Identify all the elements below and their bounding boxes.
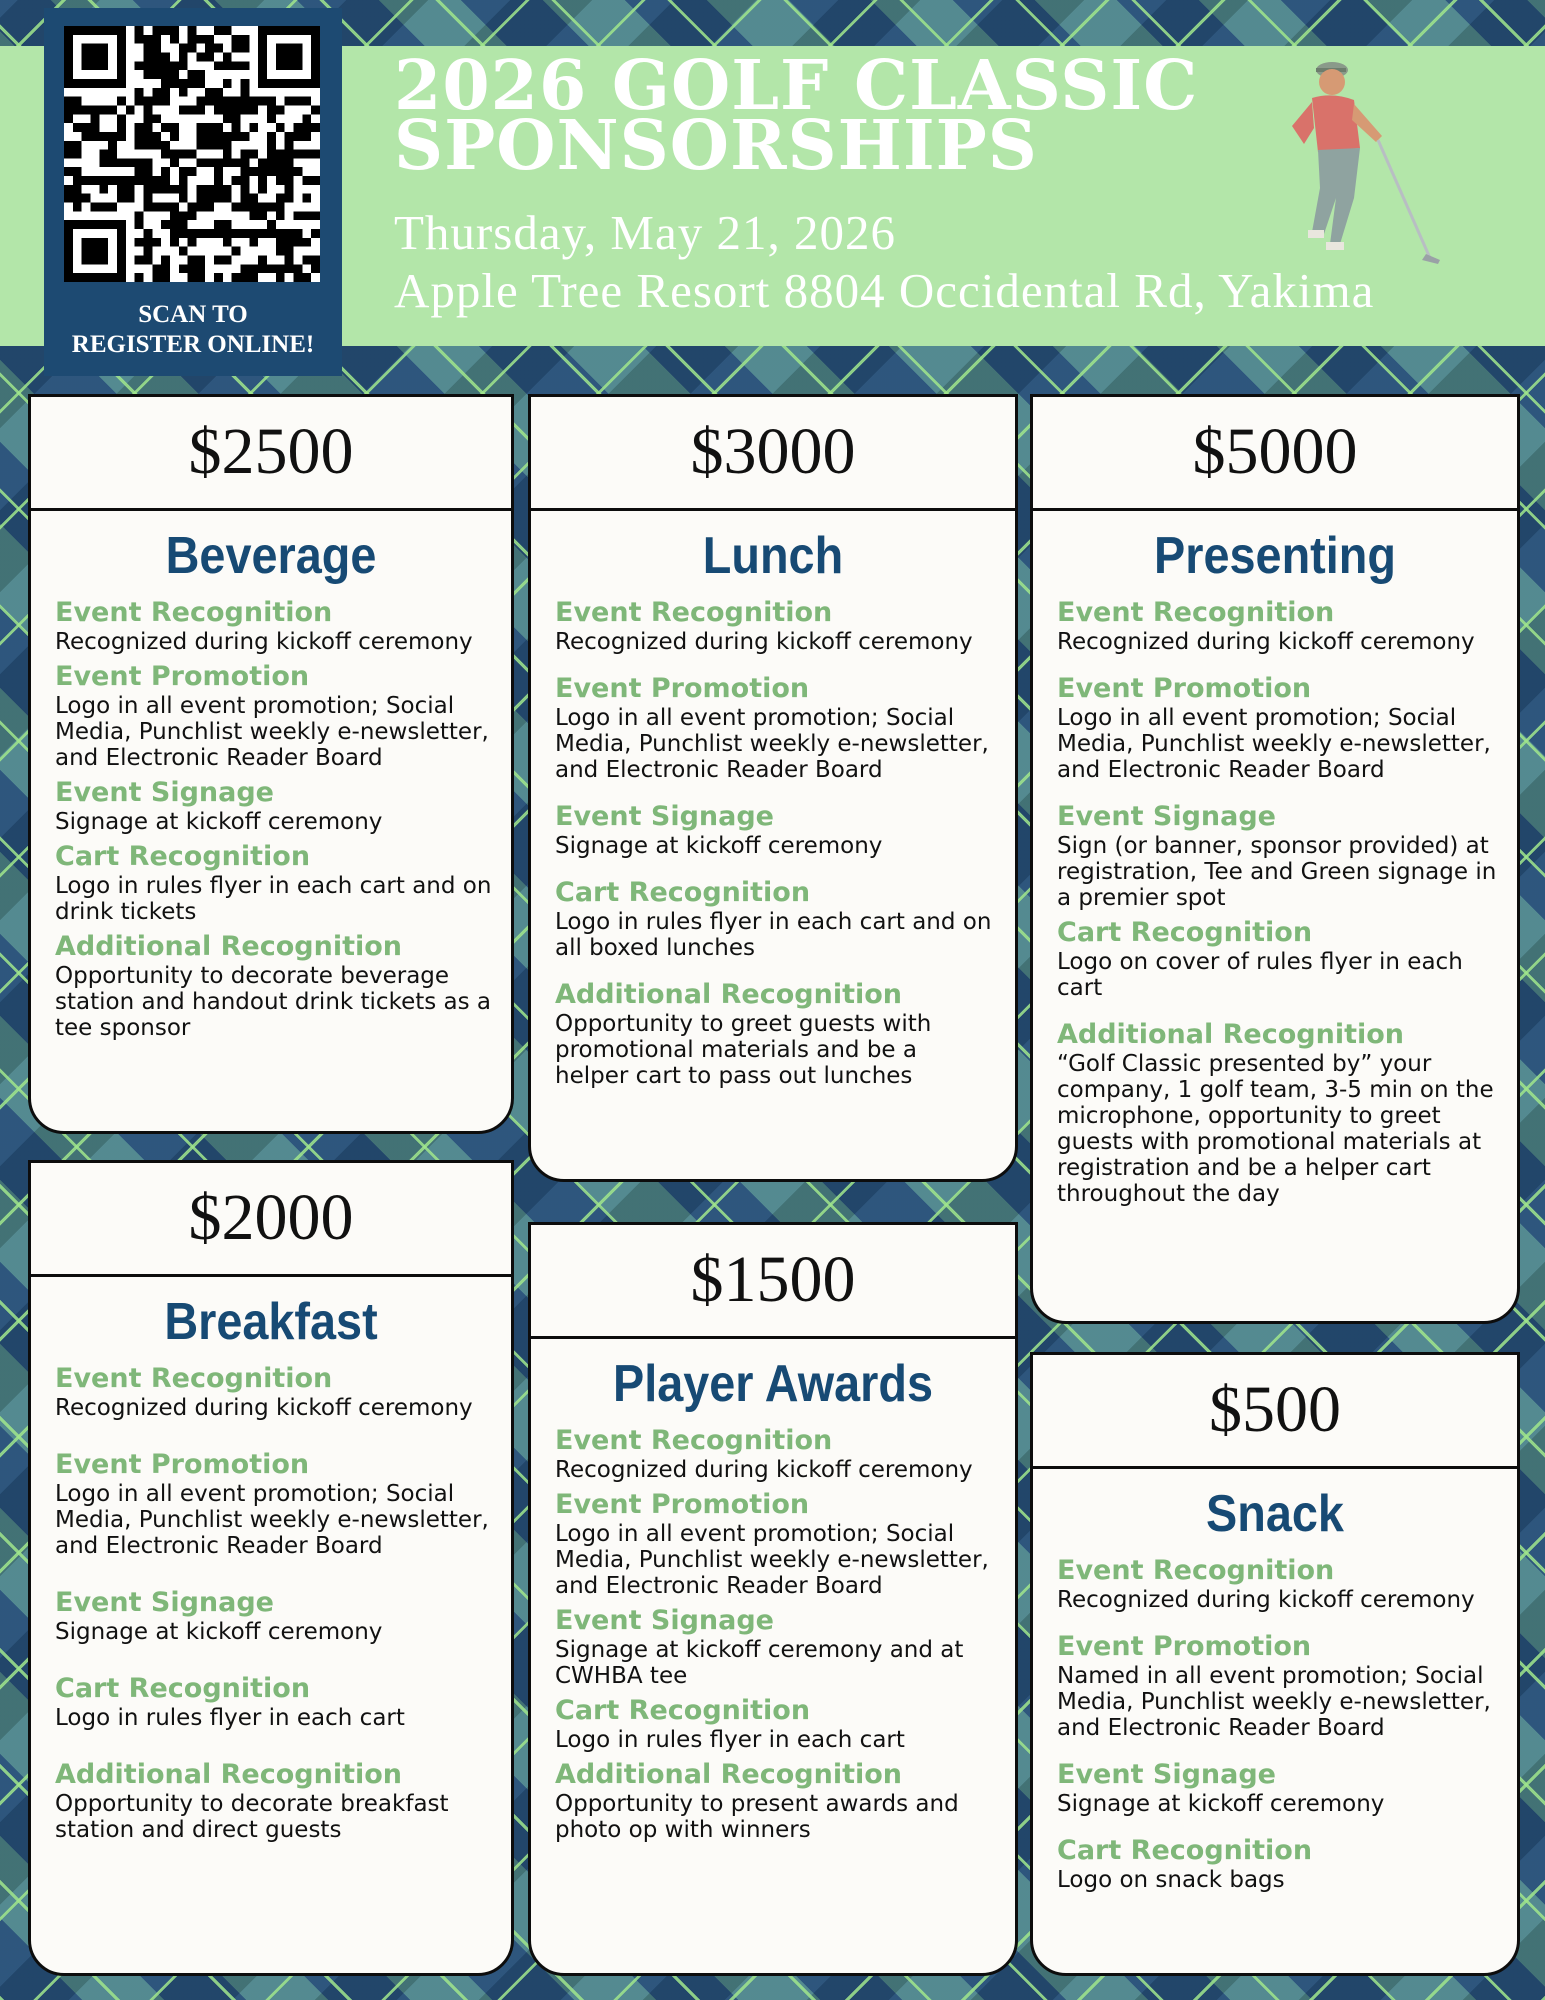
benefit-heading: Cart Recognition bbox=[555, 1695, 811, 1726]
benefit-text: Opportunity to present awards and photo op with winners bbox=[555, 1791, 959, 1843]
benefit-heading: Cart Recognition bbox=[55, 1673, 311, 1704]
price-snack: $500 bbox=[1033, 1355, 1517, 1469]
benefit-text: Sign (or banner, sponsor provided) at registration, Tee and Green signage in a premier spot bbox=[1057, 833, 1497, 911]
benefit-heading: Event Signage bbox=[555, 1605, 774, 1636]
qr-panel[interactable] bbox=[44, 8, 342, 376]
benefit-heading: Event Promotion bbox=[55, 661, 310, 692]
title-snack: Snack bbox=[1206, 1485, 1344, 1543]
benefit-heading: Event Promotion bbox=[1057, 1631, 1312, 1662]
benefit-text: Recognized during kickoff ceremony bbox=[55, 629, 473, 655]
benefit-text: Logo in all event promotion; Social Media, Punchlist weekly e-newsletter, and Electronic Reader Board bbox=[1057, 705, 1491, 783]
qr-caption bbox=[44, 300, 342, 360]
benefit-text: Logo in rules flyer in each cart bbox=[555, 1727, 905, 1753]
card-lunch bbox=[528, 394, 1018, 1182]
event-location: Apple Tree Resort 8804 Occidental Rd, Yakima bbox=[394, 263, 1375, 318]
title-presenting: Presenting bbox=[1154, 527, 1396, 585]
benefit-text: Logo in rules flyer in each cart and on drink tickets bbox=[55, 873, 492, 925]
price-lunch: $3000 bbox=[531, 397, 1015, 511]
benefit-text: Opportunity to decorate beverage station and handout drink tickets as a tee sponsor bbox=[55, 963, 492, 1041]
event-date: Thursday, May 21, 2026 bbox=[394, 205, 896, 260]
benefit-text: Logo in all event promotion; Social Media, Punchlist weekly e-newsletter, and Electronic Reader Board bbox=[55, 693, 489, 771]
benefit-text: Logo on snack bags bbox=[1057, 1867, 1285, 1893]
benefit-heading: Event Recognition bbox=[55, 597, 333, 628]
title-beverage: Beverage bbox=[165, 527, 377, 585]
benefits-beverage bbox=[31, 597, 511, 1041]
benefit-heading: Event Recognition bbox=[1057, 1555, 1335, 1586]
benefit-text: “Golf Classic presented by” your company, 1 golf team, 3-5 min on the microphone, opportunity to greet guests with promotional materials at registration and be a helper cart throughout the day bbox=[1057, 1051, 1494, 1207]
benefit-heading: Event Signage bbox=[1057, 801, 1276, 832]
benefits-presenting bbox=[1033, 597, 1517, 1207]
benefit-heading: Additional Recognition bbox=[555, 1759, 903, 1790]
price-player-awards: $1500 bbox=[531, 1225, 1015, 1339]
benefits-breakfast bbox=[31, 1363, 511, 1843]
card-player-awards bbox=[528, 1222, 1018, 1976]
benefit-heading: Event Promotion bbox=[1057, 673, 1312, 704]
benefit-heading: Event Promotion bbox=[555, 1489, 810, 1520]
benefit-text: Recognized during kickoff ceremony bbox=[1057, 1587, 1475, 1613]
benefit-text: Recognized during kickoff ceremony bbox=[555, 1457, 973, 1483]
price-beverage: $2500 bbox=[31, 397, 511, 511]
title-line1: 2026 GOLF CLASSIC bbox=[394, 46, 1199, 126]
benefit-text: Logo in all event promotion; Social Media, Punchlist weekly e-newsletter, and Electronic Reader Board bbox=[555, 705, 989, 783]
benefits-player-awards bbox=[531, 1425, 1015, 1843]
benefit-heading: Event Recognition bbox=[55, 1363, 333, 1394]
qr-code-icon[interactable] bbox=[64, 26, 320, 282]
benefit-text: Signage at kickoff ceremony bbox=[55, 809, 383, 835]
benefit-text: Logo in rules flyer in each cart bbox=[55, 1705, 405, 1731]
benefit-text: Logo on cover of rules flyer in each cart bbox=[1057, 949, 1463, 1001]
page-title bbox=[394, 46, 1294, 186]
benefit-heading: Additional Recognition bbox=[55, 1759, 403, 1790]
benefit-heading: Cart Recognition bbox=[555, 877, 811, 908]
benefit-heading: Cart Recognition bbox=[1057, 917, 1313, 948]
title-line2: SPONSORSHIPS bbox=[394, 106, 1038, 186]
benefit-heading: Event Promotion bbox=[555, 673, 810, 704]
benefit-heading: Event Signage bbox=[55, 777, 274, 808]
title-lunch: Lunch bbox=[702, 527, 844, 585]
benefit-heading: Event Recognition bbox=[555, 1425, 833, 1456]
golfer-illustration-icon bbox=[1270, 48, 1470, 266]
benefit-heading: Event Signage bbox=[555, 801, 774, 832]
benefit-text: Named in all event promotion; Social Media, Punchlist weekly e-newsletter, and Electronic Reader Board bbox=[1057, 1663, 1491, 1741]
benefit-text: Signage at kickoff ceremony bbox=[1057, 1791, 1385, 1817]
qr-caption-line2: REGISTER ONLINE! bbox=[71, 331, 315, 358]
benefit-heading: Cart Recognition bbox=[1057, 1835, 1313, 1866]
benefit-text: Recognized during kickoff ceremony bbox=[555, 629, 973, 655]
benefit-text: Logo in rules flyer in each cart and on all boxed lunches bbox=[555, 909, 992, 961]
title-player-awards: Player Awards bbox=[612, 1355, 933, 1413]
price-breakfast: $2000 bbox=[31, 1163, 511, 1277]
card-breakfast bbox=[28, 1160, 514, 1976]
card-presenting bbox=[1030, 394, 1520, 1324]
qr-caption-line1: SCAN TO bbox=[138, 301, 248, 328]
benefit-text: Recognized during kickoff ceremony bbox=[1057, 629, 1475, 655]
card-snack bbox=[1030, 1352, 1520, 1976]
benefits-lunch bbox=[531, 597, 1015, 1089]
benefit-text: Opportunity to greet guests with promotional materials and be a helper cart to pass out lunches bbox=[555, 1011, 932, 1089]
benefit-text: Signage at kickoff ceremony bbox=[55, 1619, 383, 1645]
benefit-text: Opportunity to decorate breakfast station and direct guests bbox=[55, 1791, 449, 1843]
benefit-text: Signage at kickoff ceremony bbox=[555, 833, 883, 859]
benefit-heading: Additional Recognition bbox=[55, 931, 403, 962]
benefit-heading: Event Signage bbox=[1057, 1759, 1276, 1790]
benefit-heading: Additional Recognition bbox=[555, 979, 903, 1010]
card-beverage bbox=[28, 394, 514, 1134]
title-breakfast: Breakfast bbox=[164, 1293, 378, 1351]
benefit-heading: Additional Recognition bbox=[1057, 1019, 1405, 1050]
benefit-heading: Event Recognition bbox=[1057, 597, 1335, 628]
price-presenting: $5000 bbox=[1033, 397, 1517, 511]
benefit-heading: Event Signage bbox=[55, 1587, 274, 1618]
benefits-snack bbox=[1033, 1555, 1517, 1893]
benefit-text: Recognized during kickoff ceremony bbox=[55, 1395, 473, 1421]
benefit-heading: Cart Recognition bbox=[55, 841, 311, 872]
benefit-heading: Event Recognition bbox=[555, 597, 833, 628]
benefit-heading: Event Promotion bbox=[55, 1449, 310, 1480]
benefit-text: Signage at kickoff ceremony and at CWHBA tee bbox=[555, 1637, 964, 1689]
benefit-text: Logo in all event promotion; Social Media, Punchlist weekly e-newsletter, and Electronic Reader Board bbox=[555, 1521, 989, 1599]
benefit-text: Logo in all event promotion; Social Media, Punchlist weekly e-newsletter, and Electronic Reader Board bbox=[55, 1481, 489, 1559]
